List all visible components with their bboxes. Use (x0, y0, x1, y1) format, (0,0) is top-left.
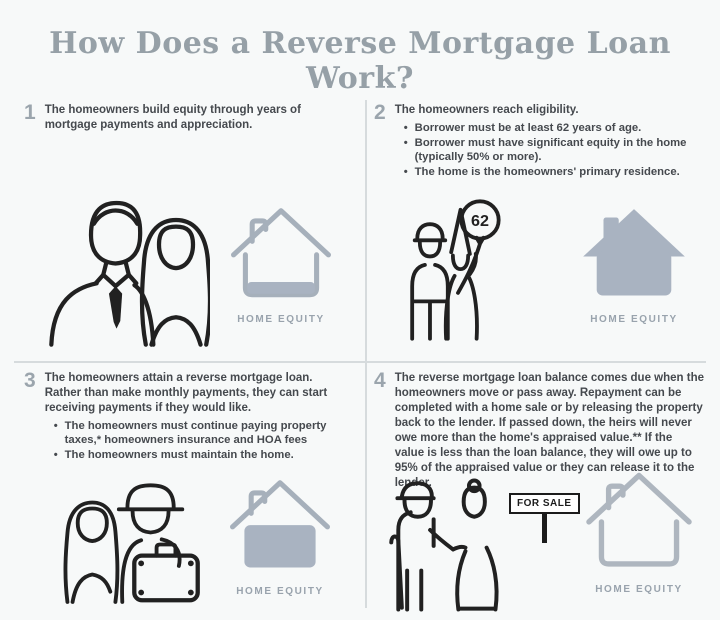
bullet-glyph: • (53, 449, 58, 462)
balloon-number: 62 (471, 211, 489, 230)
house-body (601, 522, 676, 564)
woman-body (73, 575, 111, 602)
house-roof (233, 483, 328, 527)
house-roof (589, 475, 689, 521)
home-equity-label: HOME EQUITY (237, 314, 325, 325)
house-full-equity-icon (578, 204, 690, 304)
traveling-couple-icon (52, 473, 202, 604)
bullet-glyph: • (53, 419, 58, 432)
man-cap (397, 483, 433, 498)
man-body (412, 265, 448, 339)
step-2-number: 2 (374, 101, 386, 124)
equity-fill-low (247, 282, 315, 294)
home-equity-indicator-1 (225, 204, 337, 325)
home-equity-label: HOME EQUITY (595, 584, 683, 595)
woman-face (453, 256, 468, 270)
suitcase-corner (138, 560, 144, 566)
suitcase-corner (188, 590, 194, 596)
bullet-text: The homeowners must continue paying property taxes,* homeowners insurance and HOA fees (64, 419, 327, 447)
step-4-number: 4 (374, 369, 386, 392)
horizontal-divider (14, 361, 706, 363)
woman-face (78, 509, 107, 542)
house-high-equity-icon (224, 476, 336, 576)
man-collar (96, 275, 137, 286)
equity-fill-high (244, 525, 315, 567)
bullet-item (404, 136, 704, 165)
for-sale-sign-board: FOR SALE (509, 493, 580, 514)
step-2-text: The homeowners reach eligibility. (394, 104, 579, 116)
woman-face (159, 227, 193, 269)
man-face (133, 511, 169, 532)
bullet-item (404, 121, 704, 136)
step-4-text: The reverse mortgage loan balance comes due when the homeowners move or pass away. Repayment can be completed with a home sale or by releasing the property back to the lender. If passed down, the heirs will never owe more than the home's appraised value.** If the value is less than the loan balance, they will owe up to 95% of the appraised value or they can release it to the lender. (394, 372, 705, 489)
bullet-text: Borrower must have significant equity in the home (typically 50% or more). (414, 136, 687, 164)
house-no-equity-icon (580, 468, 698, 574)
bullet-item (54, 448, 352, 463)
home-equity-indicator-2 (578, 204, 690, 325)
home-equity-indicator-4 (580, 468, 698, 595)
man-cap (415, 224, 446, 240)
equity-fill-full (597, 251, 672, 295)
home-equity-indicator-3 (224, 476, 336, 597)
step-3-text: The homeowners attain a reverse mortgage loan. Rather than make monthly payments, they can start receiving payments if they would like. (44, 372, 328, 414)
homeowner-couple-icon (40, 195, 210, 347)
step-2-bullet-list (404, 121, 704, 180)
for-sale-sign-post (542, 514, 547, 543)
bullet-text: The homeowners must maintain the home. (64, 449, 294, 462)
step-1-header (24, 103, 340, 133)
bullet-glyph: • (403, 136, 408, 149)
step-3-number: 3 (24, 369, 36, 392)
woman-shoulders (151, 317, 200, 344)
man-shoulders (51, 283, 153, 344)
woman-arm (453, 547, 465, 549)
step-1-number: 1 (24, 101, 36, 124)
man-body (122, 539, 180, 602)
bullet-glyph: • (403, 165, 408, 178)
man-hat (119, 485, 182, 509)
bullet-item (404, 165, 704, 180)
bullet-text: The home is the homeowners' primary residence. (414, 165, 680, 178)
home-equity-label: HOME EQUITY (236, 586, 324, 597)
suitcase-corner (138, 590, 144, 596)
celebrating-couple-icon (402, 197, 508, 343)
house-roof (234, 211, 329, 255)
house-roof (583, 209, 685, 256)
step-2-header (374, 103, 704, 180)
woman-dress (457, 548, 496, 610)
for-sale-sign (509, 493, 580, 543)
step-3-bullet-list (54, 419, 352, 463)
suitcase-corner (188, 560, 194, 566)
home-equity-label: HOME EQUITY (590, 314, 678, 325)
bullet-glyph: • (403, 121, 408, 134)
step-3-header (24, 371, 352, 463)
vertical-divider (365, 100, 367, 608)
bullet-item (54, 419, 352, 448)
house-low-equity-icon (225, 204, 337, 304)
step-1-text: The homeowners build equity through years of mortgage payments and appreciation. (44, 104, 301, 131)
man-body (398, 512, 433, 609)
elderly-couple-icon (384, 477, 508, 613)
man-face (420, 242, 440, 256)
page-title: How Does a Reverse Mortgage Loan Work? (49, 26, 671, 96)
bullet-text: Borrower must be at least 62 years of age. (414, 121, 642, 134)
man-tie (109, 286, 122, 329)
man-hairline (94, 211, 137, 224)
